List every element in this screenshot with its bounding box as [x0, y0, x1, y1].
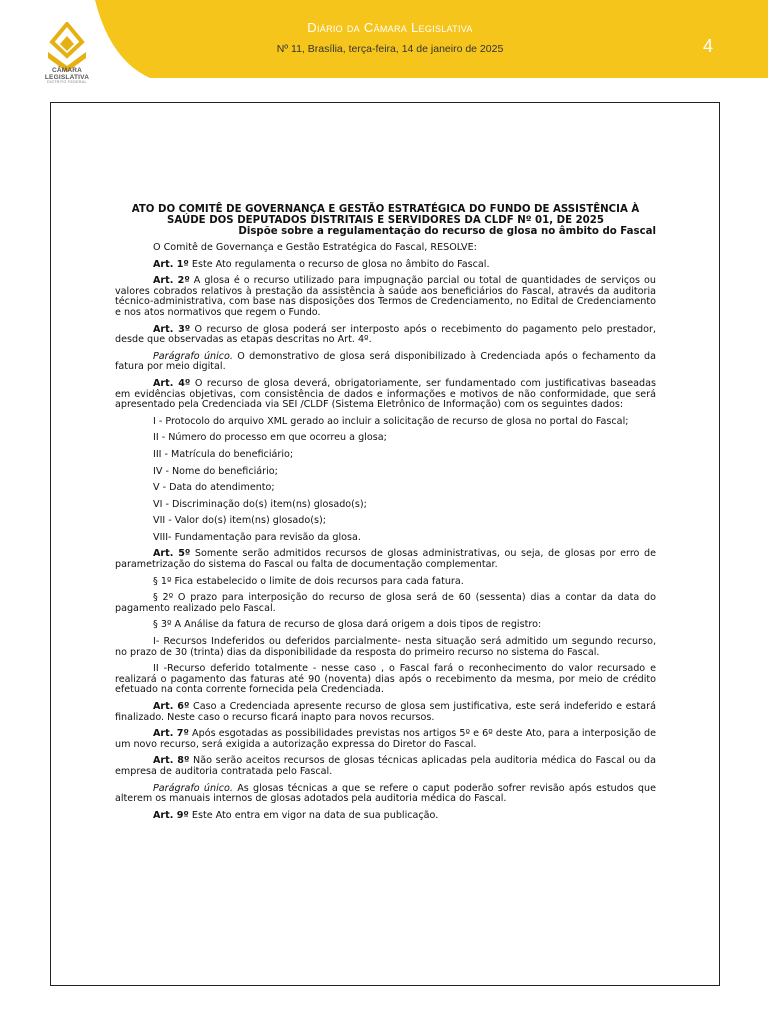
issue-line: Nº 11, Brasília, terça-feira, 14 de janeiro de 2025 [276, 43, 504, 55]
article-3: Art. 3º O recurso de glosa poderá ser interposto após o recebimento do pagamento pelo prestador, desde que observadas as etapas descritas no Art. 4º. [115, 323, 656, 346]
article-4: Art. 4º O recurso de glosa deverá, obrigatoriamente, ser fundamentado com justificativas baseadas em evidências objetivas, com consistência de dados e informações e motivos de não conformidade, que será apresentado pela Credenciada via SEI /CLDF (Sistema Eletrônico de Informação) com os seguintes dados: [115, 377, 656, 411]
article-1: Art. 1º Este Ato regulamenta o recurso de glosa no âmbito do Fascal. [153, 258, 490, 270]
document-body [115, 204, 656, 827]
article-8: Art. 8º Não serão aceitos recursos de glosas técnicas aplicadas pela auditoria médica do Fascal ou da empresa de auditoria contratada pelo Fascal. [115, 755, 656, 777]
page-header [0, 0, 768, 100]
list-item: II - Número do processo em que ocorreu a glosa; [153, 432, 387, 444]
article-5-item-i: I- Recursos Indeferidos ou deferidos parcialmente- nesta situação será admitido um segundo recurso, no prazo de 30 (trinta) dias da disponibilidade da resposta do primeiro recurso no sistema do Fascal. [115, 636, 656, 658]
page-number: 4 [702, 36, 713, 56]
list-item: III - Matrícula do beneficiário; [153, 448, 294, 460]
logo-tagline: DISTRITO FEDERAL [47, 80, 87, 84]
article-8-sole-paragraph: Parágrafo único. As glosas técnicas a que se refere o caput poderão sofrer revisão após estudos que alterem os manuais internos de glosas adotados pela auditoria médica do Fascal. [115, 782, 656, 805]
intro-paragraph: O Comitê de Governança e Gestão Estratégica do Fascal, RESOLVE: [153, 242, 477, 253]
journal-title: Diário da Câmara Legislativa [307, 20, 473, 35]
article-5-paragraph-3: § 3º A Análise da fatura de recurso de glosa dará origem a dois tipos de registro: [153, 619, 542, 631]
article-3-sole-paragraph: Parágrafo único. O demonstrativo de glosa será disponibilizado à Credenciada após o fechamento da fatura por meio digital. [115, 350, 656, 373]
logo-wordmark: CÂMARA LEGISLATIVA [44, 67, 90, 81]
list-item: I - Protocolo do arquivo XML gerado ao incluir a solicitação de recurso de glosa no portal do Fascal; [153, 415, 629, 427]
article-2: Art. 2º A glosa é o recurso utilizado para impugnação parcial ou total de quantidades de serviços ou valores cobrados relativos à prestação da assistência à saúde aos beneficiários do Fascal, através da auditoria técnico-administrativa, com base nas disposições dos Termos de Credenciamento, no Edital de Credenciamento e nos atos normativos que regem o Fundo. [115, 275, 656, 318]
list-item: VII - Valor do(s) item(ns) glosado(s); [153, 515, 326, 527]
article-5: Art. 5º Somente serão admitidos recursos de glosas administrativas, ou seja, de glosas por erro de parametrização do sistema do Fascal ou falta de documentação complementar. [115, 548, 656, 571]
list-item: V - Data do atendimento; [153, 482, 275, 494]
article-5-paragraph-1: § 1º Fica estabelecido o limite de dois recursos para cada fatura. [153, 575, 464, 587]
article-9: Art. 9º Este Ato entra em vigor na data de sua publicação. [153, 809, 439, 821]
article-5-item-ii: II -Recurso deferido totalmente - nesse caso , o Fascal fará o reconhecimento do valor recursado e realizará o pagamento das faturas até 90 (noventa) dias após o recebimento da mesma, por meio de crédito efetuado na conta corrente fornecida pela Credenciada. [115, 663, 656, 696]
article-6: Art. 6º Caso a Credenciada apresente recurso de glosa sem justificativa, este será indeferido e estará finalizado. Neste caso o recurso ficará inapto para novos recursos. [115, 701, 656, 723]
list-item: VIII- Fundamentação para revisão da glosa. [153, 531, 361, 543]
act-title: ATO DO COMITÊ DE GOVERNANÇA E GESTÃO ESTRATÉGICA DO FUNDO DE ASSISTÊNCIA À SAÚDE DOS DEPUTADOS DISTRITAIS E SERVIDORES DA CLDF Nº 01, DE 2025 [131, 204, 640, 226]
list-item: IV - Nome do beneficiário; [153, 465, 278, 477]
article-5-paragraph-2: § 2º O prazo para interposição do recurso de glosa será de 60 (sessenta) dias a contar da data do pagamento realizado pelo Fascal. [115, 592, 656, 614]
act-subtitle: Dispõe sobre a regulamentação do recurso de glosa no âmbito do Fascal [238, 226, 656, 237]
article-7: Art. 7º Após esgotadas as possibilidades previstas nos artigos 5º e 6º deste Ato, para a interposição de um novo recurso, será exigida a autorização expressa do Diretor do Fascal. [115, 728, 656, 750]
list-item: VI - Discriminação do(s) item(ns) glosado(s); [153, 498, 367, 510]
header-band [0, 0, 768, 80]
